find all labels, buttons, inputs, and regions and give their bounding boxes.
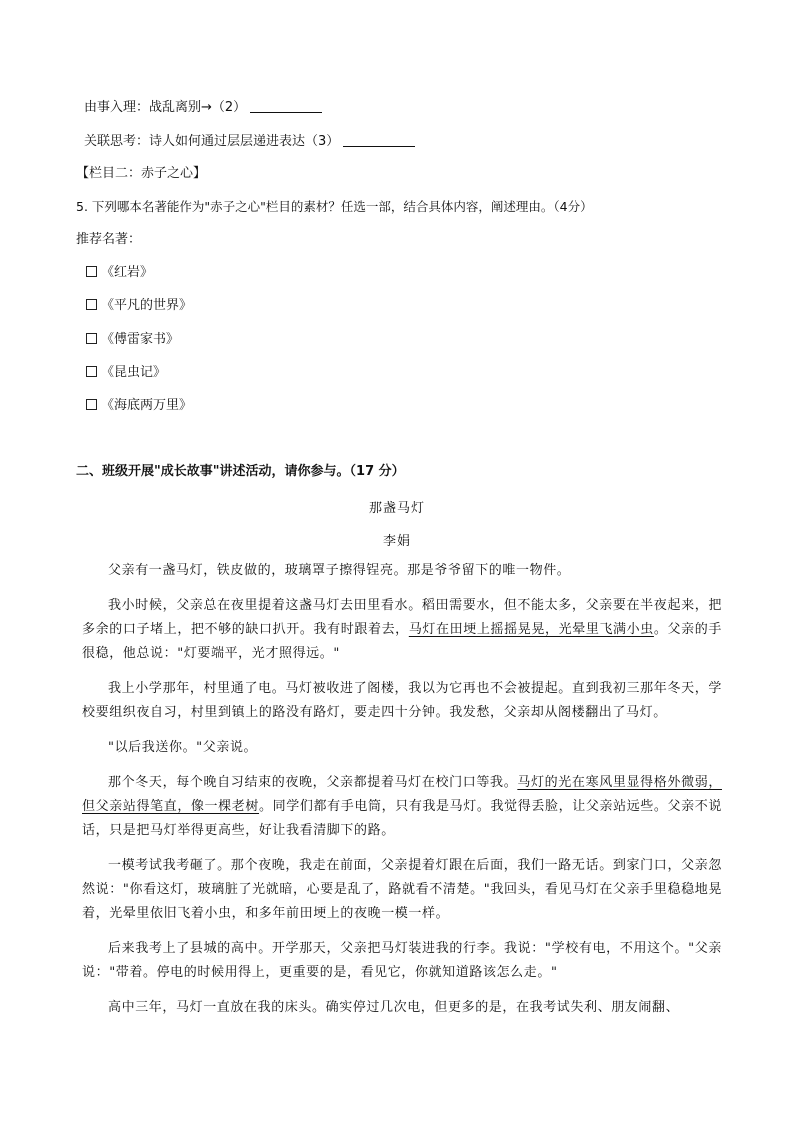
column-heading: 【栏目二：赤子之心】 bbox=[76, 166, 207, 181]
checkbox-icon[interactable] bbox=[86, 366, 97, 377]
recommend-label: 推荐名著： bbox=[76, 232, 142, 247]
book-option[interactable] bbox=[86, 365, 166, 381]
story-paragraph: 父亲有一盏马灯，铁皮做的，玻璃罩子擦得锃亮。那是爷爷留下的唯一物件。 bbox=[108, 563, 571, 578]
story-paragraph bbox=[82, 594, 722, 666]
answer-blank-2[interactable] bbox=[250, 100, 322, 113]
paragraph-text: 那个冬天，每个晚自习结束的夜晚，父亲都提着马灯在校门口等我。 bbox=[108, 775, 518, 790]
story-paragraph: 后来我考上了县城的高中。开学那天，父亲把马灯装进我的行李。我说："学校有电，不用这个。"父亲说："带着。停电的时候用得上，更重要的是，看见它，你就知道路该怎么走。" bbox=[82, 941, 722, 980]
story-paragraph: 一模考试我考砸了。那个夜晚，我走在前面，父亲提着灯跟在后面，我们一路无话。到家门口，父亲忽然说："你看这灯，玻璃脏了光就暗，心要是乱了，路就看不清楚。"我回头，看见马灯在父亲手里稳稳地晃着，光晕里依旧飞着小虫，和多年前田埂上的夜晚一模一样。 bbox=[82, 858, 722, 921]
paragraph-text: 。父亲的手很稳，他总说："灯要端平，光才照得远。" bbox=[82, 622, 722, 661]
section-2-heading: 二、班级开展"成长故事"讲述活动，请你参与。（17 分） bbox=[76, 464, 405, 479]
paragraph-text: 。同学们都有手电筒，只有我是马灯。我觉得丢脸，让父亲站远些。父亲不说话，只是把马灯举得更高些，好让我看清脚下的路。 bbox=[82, 799, 722, 838]
story-paragraph: "以后我送你。"父亲说。 bbox=[108, 740, 258, 755]
underlined-sentence: 马灯的光在寒风里显得格外微弱，但父亲站得笔直，像一棵老树 bbox=[82, 775, 722, 814]
q-line-1 bbox=[84, 100, 322, 116]
book-label: 《傅雷家书》 bbox=[101, 332, 180, 347]
book-option[interactable] bbox=[86, 398, 192, 414]
q-line-2 bbox=[84, 134, 415, 150]
book-option[interactable] bbox=[86, 265, 153, 281]
q-line-1-text: 由事入理：战乱离别→（2） bbox=[84, 100, 247, 115]
story-paragraph: 高中三年，马灯一直放在我的床头。确实停过几次电，但更多的是，在我考试失利、朋友闹翻、 bbox=[108, 1000, 680, 1015]
answer-blank-3[interactable] bbox=[343, 134, 415, 147]
book-label: 《红岩》 bbox=[101, 265, 154, 280]
paragraph-text: 我小时候，父亲总在夜里提着这盏马灯去田里看水。稻田需要水，但不能太多，父亲要在半夜起来，把多余的口子堵上，把不够的缺口扒开。我有时跟着去， bbox=[82, 598, 722, 637]
checkbox-icon[interactable] bbox=[86, 299, 97, 310]
story-paragraph: 我上小学那年，村里通了电。马灯被收进了阁楼，我以为它再也不会被提起。直到我初三那年冬天，学校要组织夜自习，村里到镇上的路没有路灯，要走四十分钟。我发愁，父亲却从阁楼翻出了马灯。 bbox=[82, 681, 722, 720]
question-5: 5. 下列哪本名著能作为"赤子之心"栏目的素材？任选一部，结合具体内容，阐述理由。（4分） bbox=[76, 199, 593, 214]
story-title: 那盏马灯 bbox=[368, 501, 425, 516]
book-option[interactable] bbox=[86, 332, 179, 348]
checkbox-icon[interactable] bbox=[86, 266, 97, 277]
book-label: 《昆虫记》 bbox=[101, 365, 167, 380]
book-label: 《海底两万里》 bbox=[101, 398, 193, 413]
story-author: 李娟 bbox=[382, 534, 411, 549]
story-body bbox=[82, 559, 722, 1020]
underlined-sentence: 马灯在田埂上摇摇晃晃，光晕里飞满小虫 bbox=[408, 622, 654, 637]
book-option[interactable] bbox=[86, 298, 192, 314]
q-line-2-text: 关联思考：诗人如何通过层层递进表达（3） bbox=[84, 134, 340, 149]
book-label: 《平凡的世界》 bbox=[101, 298, 193, 313]
checkbox-icon[interactable] bbox=[86, 399, 97, 410]
story-paragraph bbox=[82, 771, 722, 843]
checkbox-icon[interactable] bbox=[86, 333, 97, 344]
